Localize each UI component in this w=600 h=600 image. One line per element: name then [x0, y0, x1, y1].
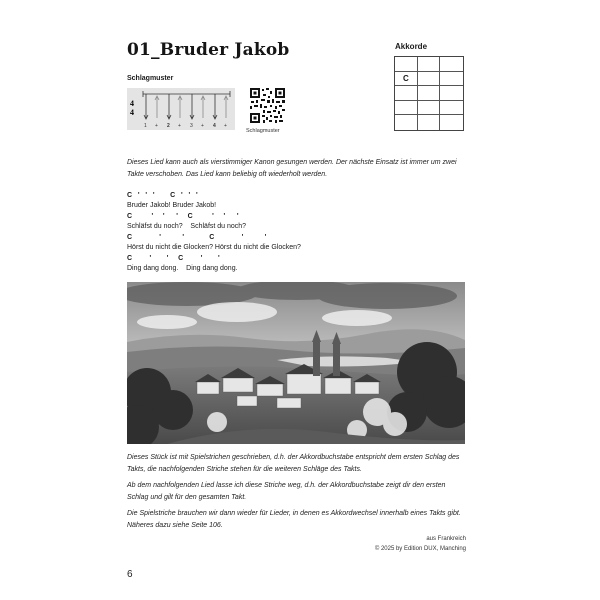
lyrics-block [127, 191, 387, 275]
lyric-line: Bruder Jakob! Bruder Jakob! [127, 202, 217, 209]
chord-line: C ' ' C ' ' [127, 255, 220, 262]
explanation-paragraph: Ab dem nachfolgenden Lied lasse ich diese Striche weg, d.h. der Akkordbuchstabe zeigt dir den ersten Schlag und gilt für den gesamten Takt. [127, 482, 446, 501]
beat-label: 2 [167, 123, 170, 129]
chord-line: C ' ' ' C ' ' ' [127, 192, 198, 199]
chord-cell: C [395, 72, 418, 87]
chord-cell [440, 86, 463, 101]
qr-caption: Schlagmuster [246, 128, 280, 134]
explanation-paragraph: Die Spielstriche brauchen wir dann wieder für Lieder, in denen es Akkordwechsel innerhalb eines Takts gibt. Näheres dazu siehe Seite 106. [127, 510, 461, 529]
chord-cell [418, 86, 441, 101]
beat-label: + [178, 123, 181, 129]
song-origin: aus Frankreich [426, 536, 466, 542]
chord-cell [418, 57, 441, 72]
chord-cell [395, 115, 418, 130]
chord-cell [418, 115, 441, 130]
intro-text: Dieses Lied kann auch als vierstimmiger Kanon gesungen werden. Der nächste Einsatz ist immer um zwei Takte verschoben. Das Lied kann beliebig oft wiederholt werden. [127, 159, 457, 178]
chord-cell [395, 101, 418, 116]
beat-label: 4 [213, 123, 216, 129]
explanation-paragraph: Dieses Stück ist mit Spielstrichen geschrieben, d.h. der Akkordbuchstabe entspricht dem ersten Schlag des Takts, die nachfolgenden Striche stehen für die weiteren Schläge des Takts. [127, 454, 460, 473]
chord-line: C ' ' ' C ' ' ' [127, 213, 239, 220]
chord-line: C ' ' C ' ' [127, 234, 267, 241]
lyric-line: Hörst du nicht die Glocken? Hörst du nicht die Glocken? [127, 244, 301, 251]
chord-cell [418, 101, 441, 116]
beat-label: + [201, 123, 204, 129]
chord-grid [394, 56, 464, 131]
copyright: © 2025 by Edition DUX, Manching [374, 546, 466, 552]
song-title: 01_Bruder Jakob [127, 40, 290, 60]
landscape-photo [127, 282, 465, 444]
beat-label: 1 [144, 123, 147, 129]
strum-arrows-icon [127, 88, 235, 130]
beat-label: 3 [190, 123, 193, 129]
lyric-line: Schläfst du noch? Schläfst du noch? [127, 223, 247, 230]
time-signature-top: 4 [130, 99, 134, 108]
chord-cell [395, 86, 418, 101]
qr-code-icon[interactable] [249, 87, 286, 124]
strum-pattern [127, 88, 235, 130]
lyric-line: Ding dang dong. Ding dang dong. [127, 265, 238, 272]
beat-label: + [155, 123, 158, 129]
chord-cell [440, 57, 463, 72]
chord-cell [418, 72, 441, 87]
chord-cell [440, 72, 463, 87]
chord-cell [440, 115, 463, 130]
time-signature-bottom: 4 [130, 108, 134, 117]
strum-pattern-label: Schlagmuster [127, 75, 174, 82]
page-number: 6 [127, 569, 133, 580]
beat-label: + [224, 123, 227, 129]
chord-cell [395, 57, 418, 72]
chord-cell [440, 101, 463, 116]
chords-label: Akkorde [395, 42, 428, 51]
